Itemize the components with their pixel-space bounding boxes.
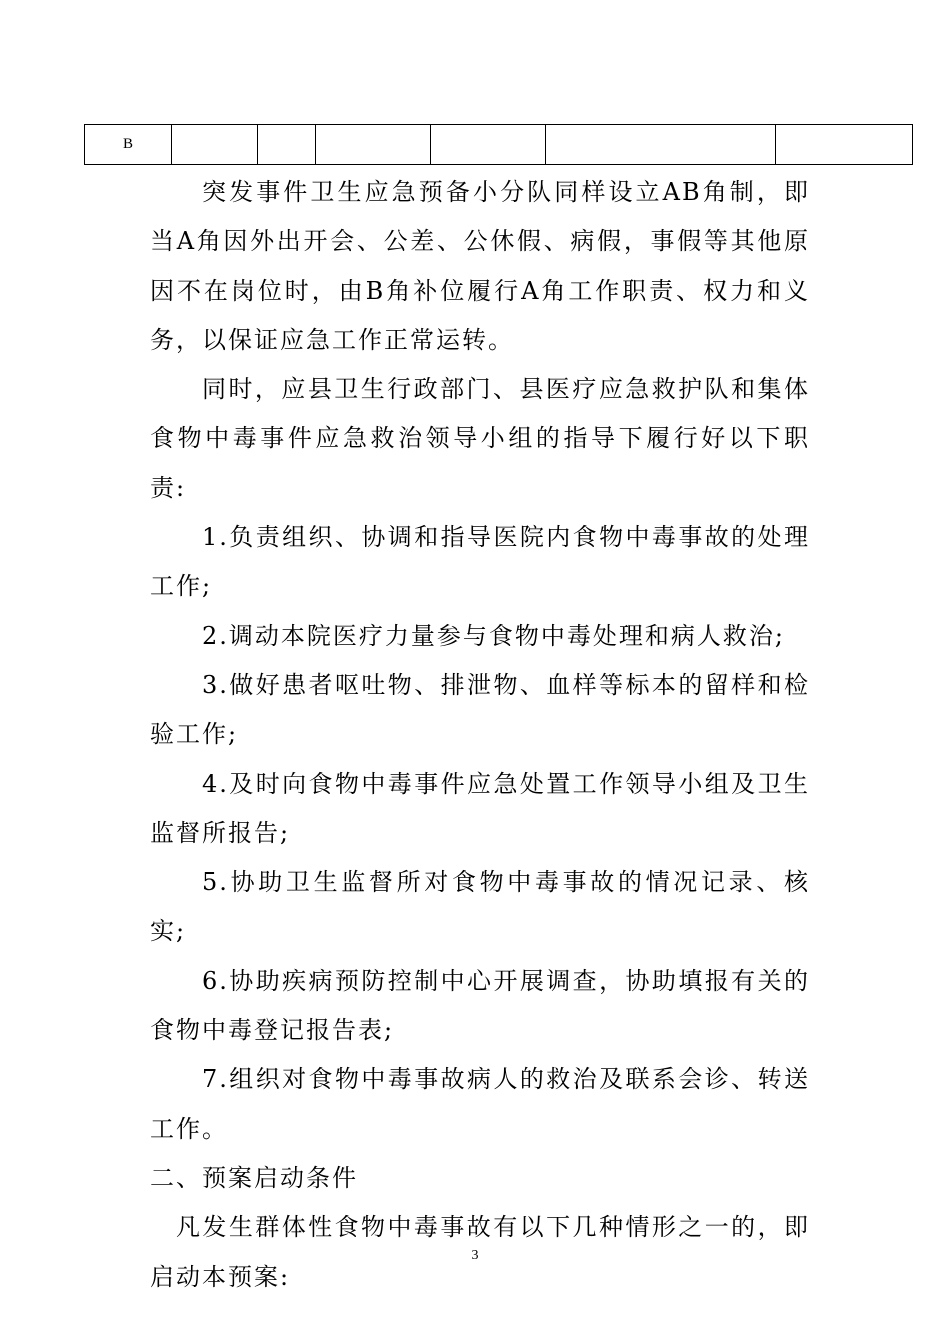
table-cell — [546, 125, 776, 165]
continuation-table — [84, 124, 913, 165]
page-number: 3 — [471, 1248, 479, 1263]
table-cell — [776, 125, 913, 165]
table-cell — [258, 125, 316, 165]
section-paragraph: 凡发生群体性食物中毒事故有以下几种情形之一的，即启动本预案: — [150, 1213, 810, 1291]
list-item: 4.及时向食物中毒事件应急处置工作领导小组及卫生监督所报告; — [150, 769, 810, 847]
table-cell: B — [85, 125, 172, 165]
list-item: 1.负责组织、协调和指导医院内食物中毒事故的处理工作; — [150, 523, 810, 601]
table-row — [85, 125, 913, 165]
paragraph-ab-role: 突发事件卫生应急预备小分队同样设立AB角制，即当A角因外出开会、公差、公休假、病假，事假等其他原因不在岗位时，由B角补位履行A角工作职责、权力和义务，以保证应急工作正常运转。 — [150, 178, 810, 354]
table-cell — [172, 125, 258, 165]
list-item: 5.协助卫生监督所对食物中毒事故的情况记录、核实; — [150, 868, 810, 946]
body-text — [150, 168, 810, 1302]
list-item: 2.调动本院医疗力量参与食物中毒处理和病人救治; — [202, 621, 785, 650]
table-cell — [431, 125, 546, 165]
table-cell — [316, 125, 431, 165]
paragraph-duties-intro: 同时，应县卫生行政部门、县医疗应急救护队和集体食物中毒事件应急救治领导小组的指导下履行好以下职责: — [150, 375, 810, 502]
list-item: 7.组织对食物中毒事故病人的救治及联系会诊、转送工作。 — [150, 1065, 810, 1143]
section-heading: 二、预案启动条件 — [150, 1163, 358, 1192]
list-item: 3.做好患者呕吐物、排泄物、血样等标本的留样和检验工作; — [150, 670, 810, 749]
list-item: 6.协助疾病预防控制中心开展调查，协助填报有关的食物中毒登记报告表; — [150, 966, 810, 1045]
